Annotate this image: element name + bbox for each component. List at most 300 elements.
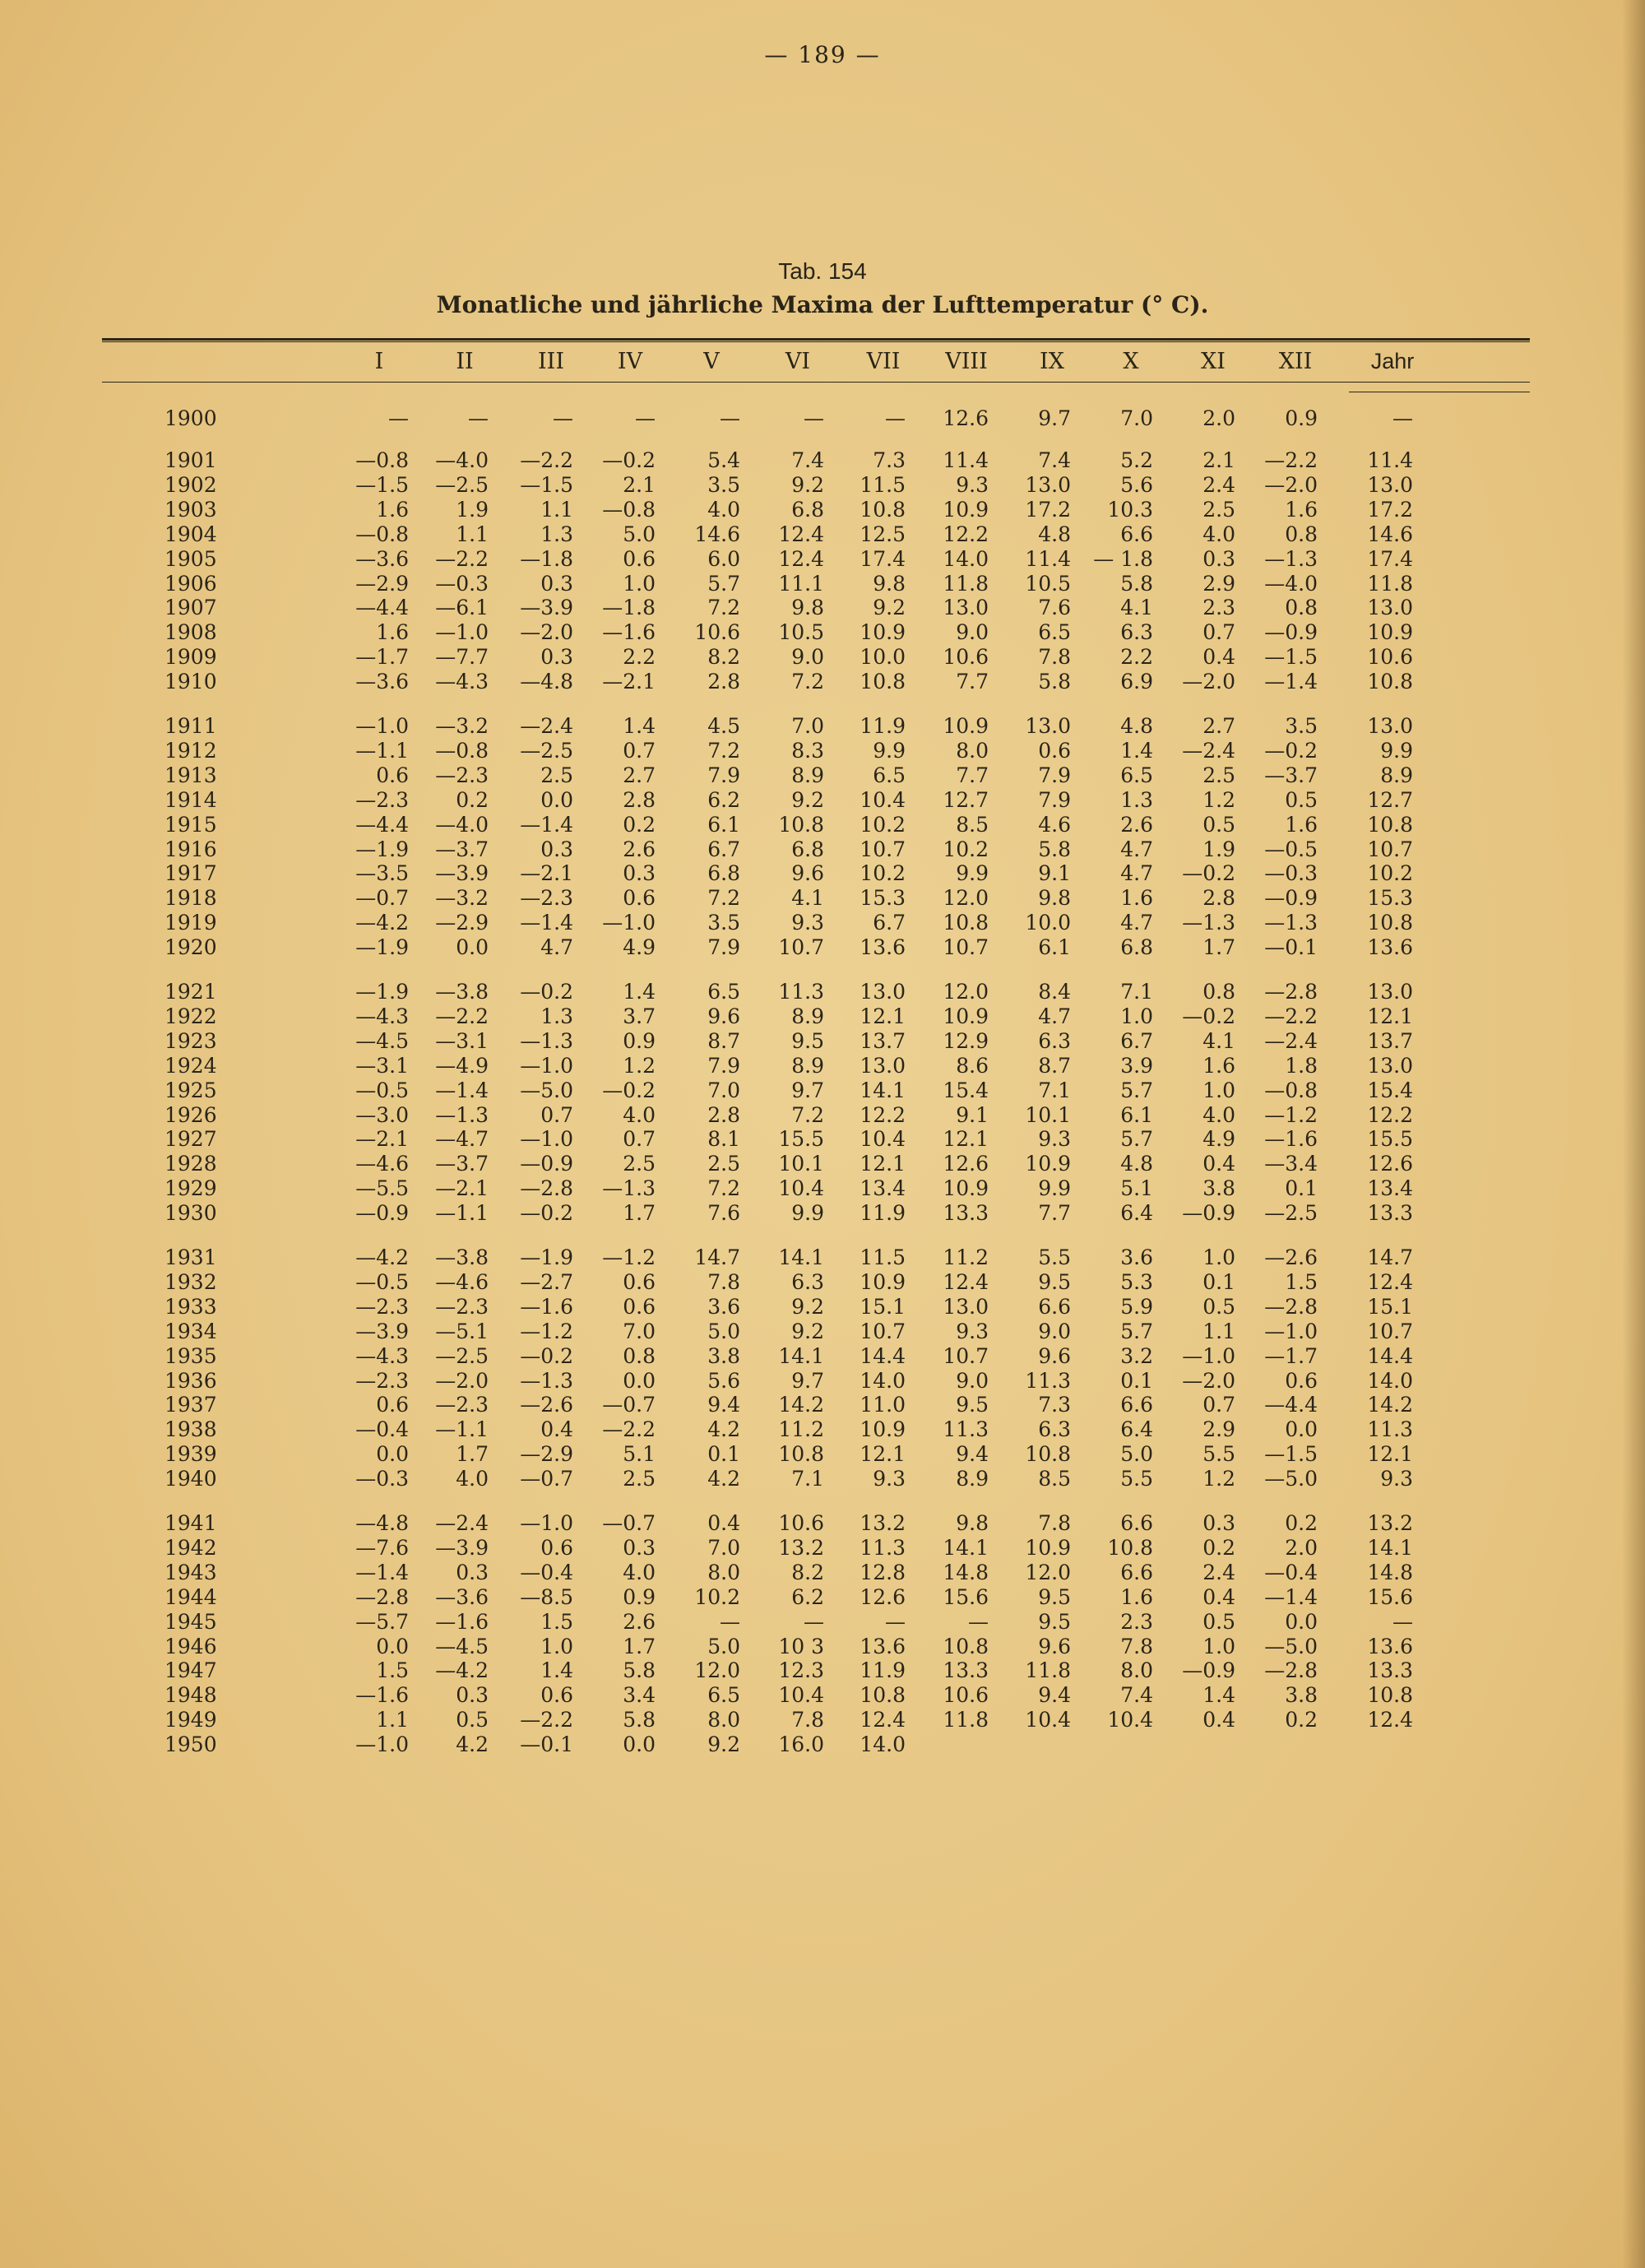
value-cell: 9.1 [956,1103,989,1127]
value-cell: —1.8 [520,547,573,571]
year-cell: 1909 [164,645,217,669]
value-cell: 8.9 [956,1467,989,1491]
table-row [0,1511,1645,1536]
table-row [0,861,1645,886]
value-cell: 11.9 [860,714,906,738]
value-cell: 6.1 [1038,935,1071,959]
value-cell: 13.4 [860,1176,906,1200]
year-cell: 1945 [164,1610,217,1634]
value-cell: —2.8 [520,1176,573,1200]
table-row [0,1103,1645,1128]
value-cell: 9.9 [791,1201,824,1225]
value-cell: 0.0 [456,935,489,959]
value-cell: 17.4 [1367,547,1413,571]
value-cell: 4.8 [1038,522,1071,546]
value-cell: 6.6 [1120,522,1153,546]
value-cell: —0.9 [1182,1658,1235,1682]
value-cell: 9.8 [791,596,824,619]
value-cell: —2.5 [435,1344,489,1368]
value-cell: 0.4 [540,1417,573,1441]
value-cell: 11.8 [943,1708,989,1732]
table-row [0,1245,1645,1270]
year-cell: 1925 [164,1078,217,1102]
value-cell: 12.4 [860,1708,906,1732]
value-cell: 4.7 [1038,1004,1071,1028]
value-cell: 1.4 [1202,1683,1235,1707]
value-cell: 10.2 [943,837,989,861]
value-cell: 9.2 [707,1732,740,1756]
value-cell: 7.0 [707,1536,740,1560]
value-cell: 11.8 [1367,572,1413,596]
value-cell: 1.1 [456,522,489,546]
value-cell: 7.7 [956,670,989,693]
value-cell: —2.4 [1264,1029,1318,1053]
value-cell: 0.0 [623,1732,656,1756]
value-cell: 9.5 [791,1029,824,1053]
year-cell: 1920 [164,935,217,959]
value-cell: —0.4 [355,1417,409,1441]
value-cell: 9.9 [1380,739,1413,763]
value-cell: 12.4 [943,1270,989,1294]
value-cell: 9.1 [1038,861,1071,885]
value-cell: 14.0 [860,1369,906,1393]
value-cell: 1.2 [1202,1467,1235,1491]
value-cell: 5.5 [1202,1442,1235,1466]
value-cell: 13.0 [943,596,989,619]
value-cell: 10.7 [778,935,824,959]
value-cell: — [635,406,656,430]
column-header: X [1123,349,1139,374]
value-cell: 11.3 [778,980,824,1004]
value-cell: 2.9 [1202,1417,1235,1441]
value-cell: 0.0 [1285,1610,1318,1634]
value-cell: 14.7 [1367,1245,1413,1269]
value-cell: —2.1 [520,861,573,885]
value-cell: 5.0 [1120,1442,1153,1466]
value-cell: 6.5 [1120,763,1153,787]
value-cell: 1.4 [540,1658,573,1682]
value-cell: —1.3 [602,1176,656,1200]
value-cell: —5.0 [1264,1635,1318,1658]
value-cell: 10.6 [778,1511,824,1535]
value-cell: — [1392,1610,1413,1634]
page-number: — 189 — [764,41,881,68]
value-cell: —1.6 [355,1683,409,1707]
value-cell: 3.6 [707,1295,740,1319]
value-cell: 12.2 [1367,1103,1413,1127]
value-cell: —3.9 [355,1320,409,1343]
table-row [0,1270,1645,1295]
value-cell: 14.0 [1367,1369,1413,1393]
value-cell: —1.3 [1182,911,1235,935]
year-cell: 1950 [164,1732,217,1756]
value-cell: —1.0 [520,1511,573,1535]
value-cell: 10.8 [1367,911,1413,935]
value-cell: 8.2 [707,645,740,669]
value-cell: 14.8 [943,1561,989,1584]
value-cell: 1.5 [540,1610,573,1634]
value-cell: 17.4 [860,547,906,571]
value-cell: —0.9 [1264,886,1318,910]
value-cell: 7.9 [1038,788,1071,812]
table-header-rule [102,382,1530,383]
value-cell: 10.8 [943,1635,989,1658]
value-cell: 3.7 [623,1004,656,1028]
value-cell: —8.5 [520,1585,573,1609]
year-cell: 1939 [164,1442,217,1466]
value-cell: 15.6 [1367,1585,1413,1609]
value-cell: 7.8 [1038,1511,1071,1535]
value-cell: 8.0 [707,1561,740,1584]
value-cell: 3.4 [623,1683,656,1707]
table-row [0,498,1645,522]
value-cell: 2.0 [1285,1536,1318,1560]
value-cell: —1.9 [355,837,409,861]
value-cell: 14.0 [943,547,989,571]
year-cell: 1907 [164,596,217,619]
column-header: IV [617,349,643,374]
value-cell: 0.2 [623,813,656,837]
table-row [0,935,1645,960]
value-cell: 0.5 [1202,1610,1235,1634]
value-cell: 7.2 [707,739,740,763]
value-cell: —2.2 [520,448,573,472]
value-cell: —1.6 [602,620,656,644]
value-cell: —1.5 [355,473,409,497]
value-cell: —2.4 [1182,739,1235,763]
value-cell: 10.2 [1367,861,1413,885]
value-cell: 4.7 [540,935,573,959]
value-cell: 14.1 [1367,1536,1413,1560]
value-cell: 8.1 [707,1127,740,1151]
value-cell: 7.1 [1038,1078,1071,1102]
value-cell: —0.9 [355,1201,409,1225]
value-cell: 4.0 [1202,1103,1235,1127]
value-cell: 1.3 [1120,788,1153,812]
value-cell: —2.3 [435,763,489,787]
value-cell: 10.5 [1025,572,1071,596]
value-cell: —4.6 [435,1270,489,1294]
value-cell: 11.9 [860,1201,906,1225]
value-cell: 2.3 [1202,596,1235,619]
value-cell: 6.7 [873,911,906,935]
value-cell: —1.0 [1182,1344,1235,1368]
value-cell: 6.5 [1038,620,1071,644]
value-cell: 7.9 [1038,763,1071,787]
value-cell: 14.2 [778,1393,824,1417]
value-cell: 1.5 [1285,1270,1318,1294]
value-cell: —4.5 [435,1635,489,1658]
value-cell: 0.3 [456,1683,489,1707]
value-cell: 2.2 [1120,645,1153,669]
value-cell: —5.1 [435,1320,489,1343]
value-cell: 7.4 [1038,448,1071,472]
value-cell: —1.4 [435,1078,489,1102]
value-cell: 10.2 [860,813,906,837]
value-cell: 0.9 [1285,406,1318,430]
value-cell: — [968,1610,989,1634]
column-header: XI [1201,349,1226,374]
value-cell: 10.9 [860,1270,906,1294]
value-cell: —1.1 [435,1201,489,1225]
value-cell: —5.0 [1264,1467,1318,1491]
value-cell: 3.8 [1285,1683,1318,1707]
value-cell: 10.4 [778,1176,824,1200]
value-cell: —2.2 [435,547,489,571]
value-cell: —0.1 [520,1732,573,1756]
value-cell: 12.5 [860,522,906,546]
value-cell: —4.8 [520,670,573,693]
value-cell: —0.2 [602,1078,656,1102]
value-cell: 13.3 [1367,1201,1413,1225]
value-cell: 0.4 [1202,1708,1235,1732]
value-cell: 13.0 [1367,473,1413,497]
value-cell: 6.1 [1120,1103,1153,1127]
value-cell: 2.8 [1202,886,1235,910]
value-cell: 6.2 [707,788,740,812]
value-cell: 0.0 [623,1369,656,1393]
year-cell: 1933 [164,1295,217,1319]
value-cell: 10.0 [1025,911,1071,935]
year-cell: 1903 [164,498,217,522]
value-cell: 12.4 [778,547,824,571]
value-cell: —2.5 [1264,1201,1318,1225]
value-cell: —0.8 [1264,1078,1318,1102]
column-header: V [703,349,720,374]
value-cell: 7.8 [707,1270,740,1294]
value-cell: 0.6 [623,1270,656,1294]
value-cell: 13.6 [860,1635,906,1658]
value-cell: 13.2 [778,1536,824,1560]
value-cell: 1.6 [1120,886,1153,910]
value-cell: 7.7 [956,763,989,787]
value-cell: —3.6 [435,1585,489,1609]
value-cell: 5.8 [1120,572,1153,596]
value-cell: 10.1 [1025,1103,1071,1127]
value-cell: 0.8 [1285,522,1318,546]
value-cell: 8.5 [956,813,989,837]
value-cell: 0.6 [623,1295,656,1319]
value-cell: —1.0 [355,1732,409,1756]
value-cell: 9.2 [791,1295,824,1319]
value-cell: 10.4 [860,1127,906,1151]
value-cell: —0.2 [520,1201,573,1225]
value-cell: 7.1 [1120,980,1153,1004]
value-cell: 8.5 [1038,1467,1071,1491]
value-cell: 9.0 [791,645,824,669]
value-cell: 1.0 [1120,1004,1153,1028]
table-row [0,1585,1645,1610]
value-cell: 11.3 [860,1536,906,1560]
value-cell: 10.1 [778,1152,824,1176]
value-cell: 4.5 [707,714,740,738]
year-cell: 1938 [164,1417,217,1441]
value-cell: —2.2 [1264,1004,1318,1028]
value-cell: —2.3 [355,788,409,812]
value-cell: 11.3 [1367,1417,1413,1441]
value-cell: 12.0 [694,1658,740,1682]
value-cell: 2.8 [707,1103,740,1127]
value-cell: —0.2 [1182,1004,1235,1028]
value-cell: 1.2 [623,1054,656,1078]
value-cell: 12.1 [943,1127,989,1151]
column-header: VIII [945,349,988,374]
value-cell: —1.1 [355,739,409,763]
value-cell: 10.5 [778,620,824,644]
value-cell: —2.8 [1264,980,1318,1004]
value-cell: —1.3 [1264,547,1318,571]
value-cell: 8.0 [956,739,989,763]
value-cell: 2.1 [623,473,656,497]
year-cell: 1949 [164,1708,217,1732]
value-cell: 10.8 [778,813,824,837]
value-cell: —2.1 [602,670,656,693]
value-cell: 12.4 [1367,1708,1413,1732]
value-cell: —1.4 [1264,1585,1318,1609]
value-cell: —6.1 [435,596,489,619]
value-cell: 9.9 [956,861,989,885]
value-cell: 2.5 [1202,763,1235,787]
value-cell: 1.9 [1202,837,1235,861]
value-cell: —1.3 [520,1369,573,1393]
value-cell: 12.8 [860,1561,906,1584]
value-cell: 13.0 [1025,714,1071,738]
table-row [0,670,1645,694]
table-row [0,620,1645,645]
table-title: Monatliche und jährliche Maxima der Lufttemperatur (° C). [436,291,1209,318]
value-cell: 0.5 [456,1708,489,1732]
value-cell: 10.4 [1025,1708,1071,1732]
value-cell: 1.1 [540,498,573,522]
value-cell: 1.1 [1202,1320,1235,1343]
table-row [0,596,1645,620]
column-header: VI [785,349,811,374]
value-cell: 14.4 [860,1344,906,1368]
value-cell: 13.3 [1367,1658,1413,1682]
value-cell: —0.2 [1264,739,1318,763]
value-cell: 10.4 [1107,1708,1153,1732]
value-cell: 4.0 [456,1467,489,1491]
table-row [0,572,1645,596]
value-cell: 6.8 [791,837,824,861]
value-cell: 6.3 [1038,1029,1071,1053]
value-cell: 2.1 [1202,448,1235,472]
value-cell: 6.5 [707,1683,740,1707]
value-cell: 0.4 [707,1511,740,1535]
value-cell: 9.2 [873,596,906,619]
value-cell: —4.4 [355,596,409,619]
table-row [0,1176,1645,1201]
value-cell: 12.9 [943,1029,989,1053]
value-cell: 9.6 [1038,1635,1071,1658]
value-cell: 10.9 [943,1004,989,1028]
value-cell: 0.7 [1202,1393,1235,1417]
value-cell: 3.6 [1120,1245,1153,1269]
value-cell: 6.1 [707,813,740,837]
value-cell: —2.5 [520,739,573,763]
value-cell: —2.2 [602,1417,656,1441]
value-cell: —2.0 [1182,670,1235,693]
value-cell: 15.4 [1367,1078,1413,1102]
value-cell: —4.2 [355,1245,409,1269]
value-cell: 13.0 [1367,980,1413,1004]
value-cell: 6.9 [1120,670,1153,693]
value-cell: 9.5 [1038,1610,1071,1634]
value-cell: —4.0 [1264,572,1318,596]
value-cell: 8.6 [956,1054,989,1078]
value-cell: 4.0 [623,1561,656,1584]
value-cell: 7.2 [707,596,740,619]
value-cell: —4.2 [355,911,409,935]
table-row [0,1610,1645,1635]
value-cell: 7.2 [791,1103,824,1127]
value-cell: —3.9 [520,596,573,619]
value-cell: —1.2 [1264,1103,1318,1127]
value-cell: 12.1 [1367,1004,1413,1028]
value-cell: 6.7 [1120,1029,1153,1053]
value-cell: —2.3 [355,1295,409,1319]
value-cell: 12.0 [943,980,989,1004]
value-cell: 10.8 [778,1442,824,1466]
value-cell: 7.0 [791,714,824,738]
table-row [0,1417,1645,1442]
year-cell: 1917 [164,861,217,885]
value-cell: 9.0 [956,620,989,644]
value-cell: 7.0 [707,1078,740,1102]
year-cell: 1923 [164,1029,217,1053]
value-cell: 6.8 [791,498,824,522]
value-cell: 5.0 [707,1635,740,1658]
table-top-rule-thin [102,341,1530,342]
table-row [0,1708,1645,1732]
value-cell: 10.4 [778,1683,824,1707]
value-cell: —1.0 [520,1127,573,1151]
value-cell: 5.8 [623,1708,656,1732]
value-cell: 1.0 [623,572,656,596]
value-cell: —2.0 [1264,473,1318,497]
year-cell: 1915 [164,813,217,837]
value-cell: —1.0 [520,1054,573,1078]
value-cell: — [388,406,409,430]
table-row [0,1561,1645,1585]
value-cell: 2.5 [540,763,573,787]
value-cell: 9.2 [791,1320,824,1343]
value-cell: 7.3 [1038,1393,1071,1417]
value-cell: 1.7 [623,1635,656,1658]
table-row [0,1152,1645,1176]
year-cell: 1922 [164,1004,217,1028]
value-cell: 11.1 [778,572,824,596]
value-cell: —3.2 [435,886,489,910]
value-cell: 0.7 [1202,620,1235,644]
value-cell: 8.2 [791,1561,824,1584]
value-cell: 4.2 [456,1732,489,1756]
value-cell: —3.9 [435,1536,489,1560]
value-cell: —1.3 [435,1103,489,1127]
value-cell: —4.0 [435,448,489,472]
value-cell: — [553,406,573,430]
value-cell: — [720,1610,740,1634]
value-cell: 1.6 [1202,1054,1235,1078]
value-cell: —2.9 [520,1442,573,1466]
value-cell: —0.5 [1264,837,1318,861]
value-cell: —5.0 [520,1078,573,1102]
value-cell: 11.4 [1025,547,1071,571]
year-cell: 1944 [164,1585,217,1609]
value-cell: 10.9 [1025,1152,1071,1176]
value-cell: 13.6 [1367,935,1413,959]
table-row [0,1683,1645,1708]
